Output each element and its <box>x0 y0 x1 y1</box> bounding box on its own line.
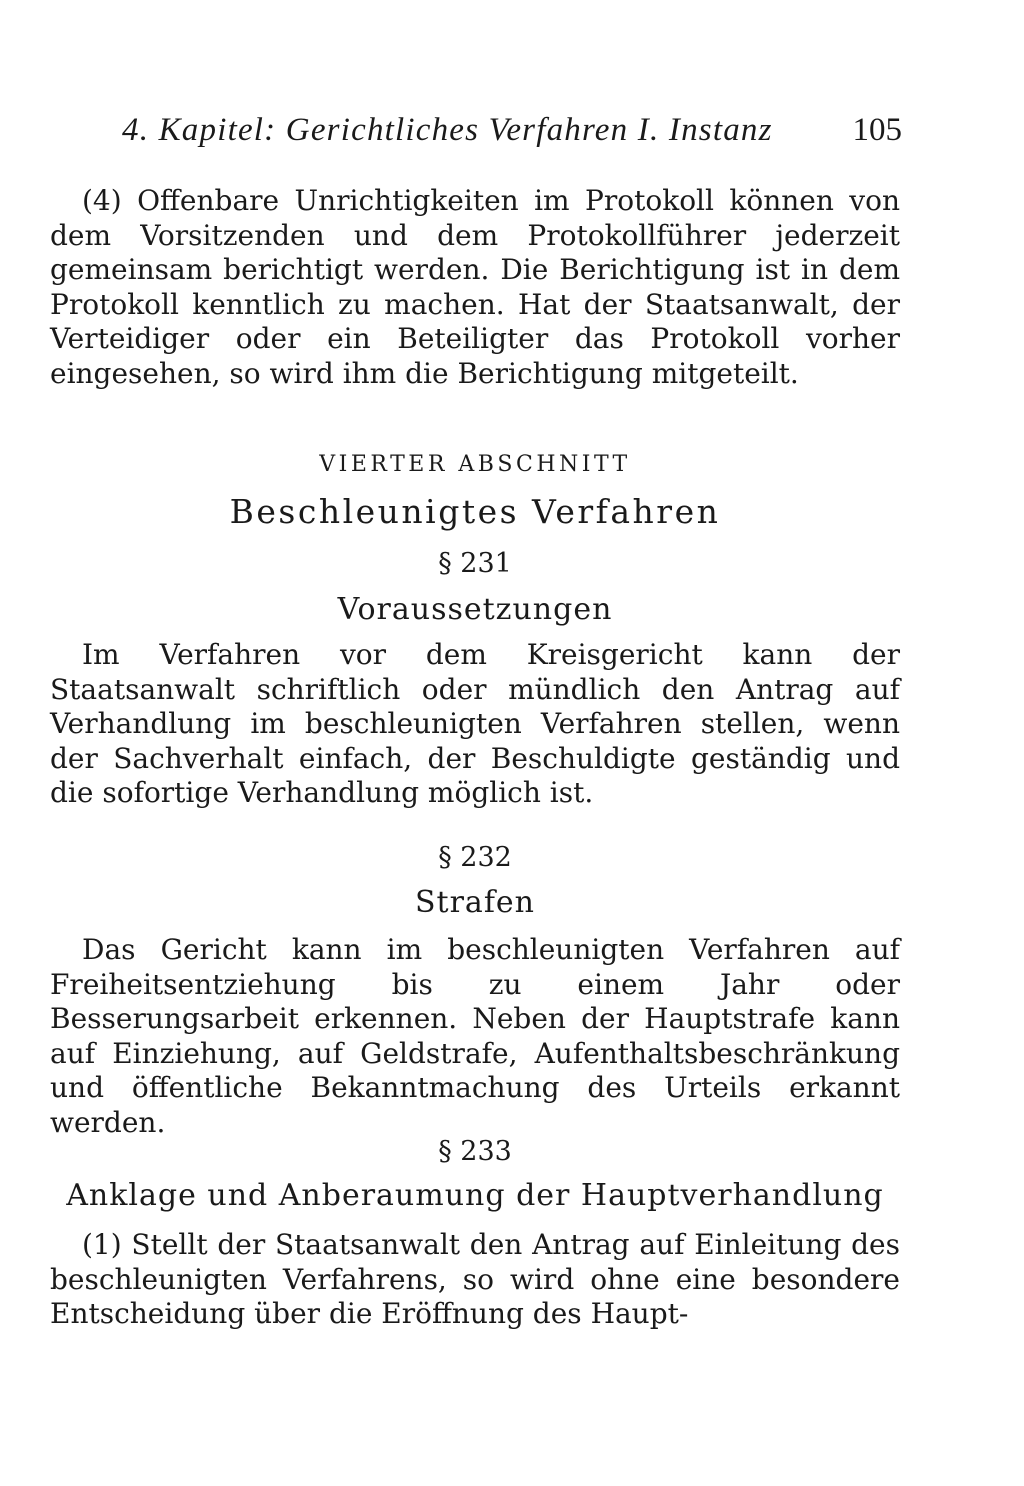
running-header <box>122 112 902 149</box>
paragraph-text-232: Das Gericht kann im beschleunigten Verfahren auf Freiheitsentziehung bis zu einem Jahr oder Besserungsarbeit erkennen. Neben der Hauptstrafe kann auf Einziehung, auf Geldstrafe, Aufenthaltsbeschränkung und öffentliche Bekanntmachung des Urteils erkannt werden. <box>50 933 900 1139</box>
paragraph-number-233: § 233 <box>438 1136 512 1167</box>
section-title: Beschleunigtes Verfahren <box>229 492 721 531</box>
running-title: 4. Kapitel: Gerichtliches Verfahren I. Instanz <box>122 112 773 148</box>
paragraph-text-231: Im Verfahren vor dem Kreisgericht kann der Staatsanwalt schriftlich oder mündlich den Antrag auf Verhandlung im beschleunigten Verfahren stellen, wenn der Sachverhalt einfach, der Beschuldigte geständig und die sofortige Verhandlung möglich ist. <box>50 638 900 810</box>
paragraph-title-233: Anklage und Anberaumung der Hauptverhandlung <box>66 1178 884 1213</box>
paragraph-text-233: (1) Stellt der Staatsanwalt den Antrag auf Einleitung des beschleunigten Verfahrens, so wird ohne eine besondere Entscheidung über die Eröffnung des Haupt- <box>50 1228 900 1331</box>
paragraph-protocol-correction: (4) Offenbare Unrichtigkeiten im Protokoll können von dem Vorsitzenden und dem Protokollführer jederzeit gemeinsam berichtigt werden. Die Berichtigung ist in dem Protokoll kenntlich zu machen. Hat der Staatsanwalt, der Verteidiger oder ein Beteiligter das Protokoll vorher eingesehen, so wird ihm die Berichtigung mitgeteilt. <box>50 184 900 390</box>
paragraph-number-231: § 231 <box>438 548 512 579</box>
paragraph-number-232: § 232 <box>438 842 512 873</box>
paragraph-title-232: Strafen <box>414 885 535 920</box>
section-label: VIERTER ABSCHNITT <box>319 452 631 477</box>
page-number: 105 <box>852 112 902 148</box>
paragraph-title-231: Voraussetzungen <box>337 592 613 627</box>
